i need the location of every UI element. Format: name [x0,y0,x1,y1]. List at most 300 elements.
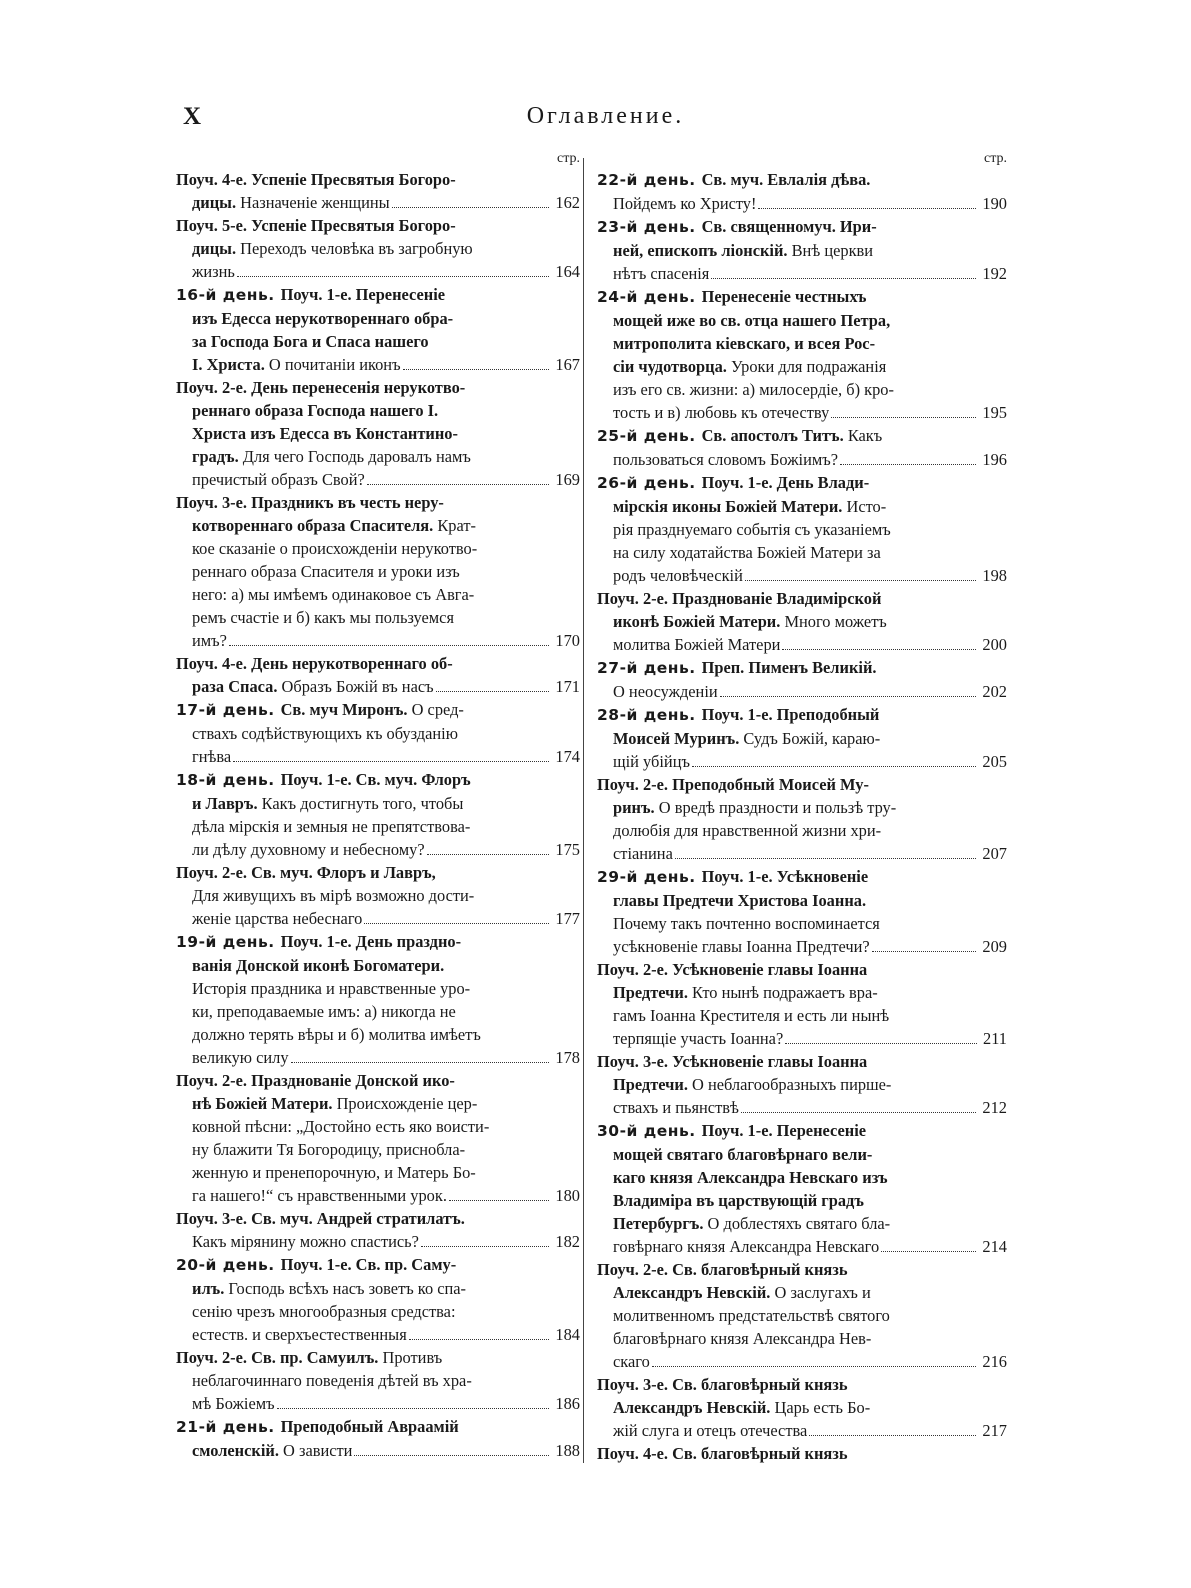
entry-title: Поуч. 3-е. Св. муч. Андрей стратилатъ. [176,1209,465,1228]
dot-leader [421,1234,550,1247]
toc-entry [176,698,580,768]
toc-entry [597,215,1007,285]
toc-entry-text [597,1119,866,1143]
toc-entry-text [597,424,882,448]
toc-entry-text [613,1281,871,1304]
entry-title: I. Христа. [192,355,269,374]
toc-entry-text [192,884,474,907]
entry-description: гнѣва [192,747,232,766]
toc-entry-line [176,583,580,606]
toc-entry-text [176,1069,455,1092]
dot-leader [831,405,976,418]
entry-title: мощей святаго благовѣрнаго вели- [613,1145,873,1164]
toc-entries [597,168,1007,1465]
toc-entry-text [613,1304,890,1327]
toc-entry-text [613,727,880,750]
entry-description: дѣла мірскія и земныя не препятствова- [192,817,471,836]
toc-entry-line [176,307,580,330]
entry-title: Поуч. 3-е. Св. благовѣрный князь [597,1375,848,1394]
toc-entry-line [597,215,1007,239]
entry-description: Крат- [437,516,476,535]
entry-description: Для живущихъ въ мірѣ возможно дости- [192,886,475,905]
entry-description: Какъ [847,426,883,445]
toc-entry [597,773,1007,865]
entry-description: пользоваться словомъ Божіимъ? [613,450,838,469]
toc-entry-text [597,1050,867,1073]
entry-title: Владиміра въ царствующій градъ [613,1191,864,1210]
toc-entry [176,1069,580,1207]
toc-entry-line [176,1230,580,1253]
entry-description: жизнь [192,262,235,281]
toc-entry-line [597,448,1007,471]
day-heading: 25-й день. [597,427,702,445]
page-number: X [183,103,202,130]
entry-title: Поуч. 4-е. Св. благовѣрный князь [597,1444,848,1463]
toc-entry-line [176,1346,580,1369]
dot-leader [229,633,550,646]
toc-entry-line [176,1138,580,1161]
toc-entry [176,376,580,491]
toc-page-number: 211 [983,1029,1007,1048]
entry-description: женіе царства небеснаго [192,909,363,928]
entry-description: говѣрнаго князя Александра Невскаго [613,1237,880,1256]
entry-title: Поуч. 1-е. Св. муч. Флоръ [280,770,471,789]
toc-entry-line [176,1069,580,1092]
toc-entry-line [176,1439,580,1462]
toc-entry-text [192,1277,466,1300]
toc-entry-line [597,865,1007,889]
toc-page-number: 217 [982,1421,1007,1440]
toc-entry-line [597,1050,1007,1073]
toc-entry-line [597,1166,1007,1189]
day-heading: 21-й день. [176,1418,281,1436]
toc-entry-text [192,675,434,698]
toc-entry-text [192,1392,275,1415]
toc-entry-text [613,1235,879,1258]
toc-entry-line [176,330,580,353]
entry-title: Св. муч Миронъ. [280,700,412,719]
toc-entry-line [176,445,580,468]
toc-entry-line [597,192,1007,215]
toc-entry-line [176,168,580,191]
entry-title: Поуч. 4-е. [176,170,252,189]
toc-entry-line [176,283,580,307]
entry-title: Предтечи. [613,983,693,1002]
toc-entry-text [192,1161,476,1184]
toc-entry-text [613,1327,871,1350]
toc-entry-text [176,491,444,514]
entry-title: раза Спаса. [192,677,282,696]
dot-leader [741,1100,977,1113]
entry-title: ней, епископъ ліонскій. [613,241,792,260]
toc-entry-text [176,1346,442,1369]
toc-page-number: 188 [555,1441,580,1460]
toc-entry-text [192,815,470,838]
toc-page-number: 174 [555,747,580,766]
toc-entry-line [176,1207,580,1230]
entry-description: сенію чрезъ многообразныя средства: [192,1302,456,1321]
entry-title: Поуч. 1-е. День праздно- [280,932,462,951]
toc-entry-line [176,907,580,930]
toc-entry-line [597,889,1007,912]
toc-entry-line [597,1396,1007,1419]
entry-description: га нашего!“ съ нравственными урок. [192,1186,447,1205]
toc-entry-line [176,629,580,652]
entry-description: Исторія праздника и нравственные уро- [192,979,471,998]
entry-description: О неблагообразныхъ пирше- [692,1075,892,1094]
toc-entry-line [597,471,1007,495]
toc-entry-text [192,838,425,861]
entry-description: ки, преподаваемые имъ: а) никогда не [192,1002,456,1021]
toc-entry-line [176,1369,580,1392]
toc-entry-line [597,935,1007,958]
entry-title: Поуч. 2-е. Св. благовѣрный князь [597,1260,848,1279]
entry-description: кое сказаніе о происхожденіи нерукотво- [192,539,478,558]
toc-entry-text [613,1396,870,1419]
dot-leader [409,1327,550,1340]
day-heading: 28-й день. [597,706,702,724]
toc-entry-text [613,1189,864,1212]
entry-title: Поуч. 1-е. Перенесеніе [701,1121,867,1140]
toc-entry [597,1258,1007,1373]
toc-entry-line [176,1300,580,1323]
toc-page-number: 214 [982,1237,1007,1256]
entry-description: ли дѣлу духовному и небесному? [192,840,425,859]
entry-title: Поуч. 2-е. Празднованіе Владимірской [597,589,882,608]
entry-title: нѣ Божіей Матери. [192,1094,337,1113]
toc-entry-text [192,514,476,537]
toc-entry-line [176,1253,580,1277]
day-heading: 19-й день. [176,933,281,951]
toc-entry-line [176,514,580,537]
entry-title: изъ Едесса нерукотвореннаго обра- [192,309,454,328]
toc-entry-text [613,1096,739,1119]
page-column-label: стр. [983,151,1007,166]
toc-entry-text [613,750,690,773]
toc-entry [597,1050,1007,1119]
toc-entry-text [613,1073,891,1096]
entry-title: Успеніе Пресвятыя Богоро- [251,216,456,235]
toc-page-number: 209 [982,937,1007,956]
entry-title: илъ. [192,1279,229,1298]
toc-entry-text [613,842,673,865]
toc-entry-text [192,399,438,422]
toc-entry-line [176,815,580,838]
toc-page-number: 212 [982,1098,1007,1117]
day-heading: 30-й день. [597,1122,702,1140]
toc-entry-text [176,698,464,722]
toc-entry-text [176,1415,459,1439]
entry-description: Назначеніе женщины [240,193,390,212]
entry-title: Св. священномуч. Ири- [701,217,877,236]
toc-entry-text [176,214,456,237]
toc-entry-line [176,930,580,954]
toc-entry [597,285,1007,424]
dot-leader [436,679,550,692]
dot-leader [427,842,550,855]
toc-entry-line [176,1161,580,1184]
toc-entry-text [192,1230,419,1253]
toc-entry-line [176,491,580,514]
entry-description: ствахъ и пьянствѣ [613,1098,739,1117]
toc-entry-text [176,1207,465,1230]
entry-description: О зависти [283,1441,353,1460]
entry-title: Поуч. 1-е. День Влади- [701,473,870,492]
toc-page-number: 170 [555,631,580,650]
toc-entry-text [176,1253,456,1277]
toc-entry-line [597,680,1007,703]
entry-title: Поуч. 2-е. Усѣкновеніе главы Іоанна [597,960,868,979]
toc-entry-line [597,1189,1007,1212]
toc-entry-text [192,191,390,214]
entry-description: Исто- [846,497,887,516]
dot-leader [277,1396,550,1409]
entry-description: него: а) мы имѣемъ одинаковое съ Авга- [192,585,475,604]
toc-entry-text [613,819,881,842]
entry-description: жій слуга и отецъ отечества [613,1421,808,1440]
toc-entry-line [176,861,580,884]
entry-description: О сред- [411,700,464,719]
toc-entry-line [597,401,1007,424]
toc-page-number: 200 [982,635,1007,654]
toc-entry-text [613,1143,872,1166]
entry-title: Поуч. 3-е. Праздникъ въ честь неру- [176,493,444,512]
entry-description: Противъ [382,1348,443,1367]
toc-entry-text [192,1369,472,1392]
toc-entry-line [176,954,580,977]
entry-description: неблагочиннаго поведенія дѣтей въ хра- [192,1371,472,1390]
day-heading: 22-й день. [597,171,702,189]
toc-entry-line [597,355,1007,378]
toc-entry-text [613,1350,650,1373]
entry-description: гамъ Іоанна Крестителя и есть ли нынѣ [613,1006,890,1025]
entry-title: Поуч. 2-е. День перенесенія нерукотво- [176,378,466,397]
toc-entry-line [176,606,580,629]
toc-entry-line [597,1419,1007,1442]
entry-description: нѣтъ спасенія [613,264,710,283]
toc-page-number: 190 [982,194,1007,213]
toc-entry-line [597,495,1007,518]
toc-entry-line [597,332,1007,355]
toc-page-number: 198 [982,566,1007,585]
toc-entry-text [192,954,444,977]
toc-entry [176,861,580,930]
toc-entry-text [597,656,877,680]
toc-entry-line [176,1184,580,1207]
entry-title: Поуч. 1-е. Усѣкновеніе [701,867,869,886]
toc-entry-text [597,865,868,889]
toc-entry-text [176,768,471,792]
toc-entry [176,1415,580,1462]
toc-entry-line [597,1027,1007,1050]
toc-entry-line [597,1143,1007,1166]
entry-title: Поуч. 3-е. Усѣкновеніе главы Іоанна [597,1052,868,1071]
toc-entry-line [597,912,1007,935]
entry-title: Св. муч. Евлалія дѣва. [701,170,871,189]
toc-entry-text [192,583,474,606]
toc-entry-text [176,930,461,954]
toc-page-number: 202 [982,682,1007,701]
toc-entry-text [613,680,718,703]
entry-title: мірскія иконы Божіей Матери. [613,497,847,516]
toc-page-number: 167 [555,355,580,374]
page-title: Оглавление. [526,103,685,129]
toc-entry-text [597,168,870,192]
dot-leader [881,1239,976,1252]
toc-entry-line [597,656,1007,680]
toc-entry-text [176,861,436,884]
entry-description: Образъ Божій въ насъ [281,677,434,696]
toc-entry-text [192,260,235,283]
entry-description: О неосужденіи [613,682,718,701]
day-heading: 23-й день. [597,218,702,236]
toc-entry-line [597,239,1007,262]
toc-entry [597,958,1007,1050]
dot-leader [392,195,550,208]
toc-entry-text [192,1046,289,1069]
entry-description: Кто нынѣ подражаетъ вра- [692,983,878,1002]
toc-page-number: 184 [555,1325,580,1344]
entry-title: котвореннаго образа Спасителя. [192,516,438,535]
entry-title: Предтечи. [613,1075,693,1094]
toc-entry-text [192,722,458,745]
toc-entry-text [613,378,894,401]
entry-description: скаго [613,1352,650,1371]
toc-entry-line [176,838,580,861]
toc-entry-line [597,1258,1007,1281]
toc-entry-text [613,262,709,285]
toc-entry-line [597,1304,1007,1327]
toc-entry-line [176,560,580,583]
entry-title: каго князя Александра Невскаго изъ [613,1168,888,1187]
entry-title: дицы. [192,239,241,258]
toc-entry-line [597,518,1007,541]
entry-title: сіи чудотворца. [613,357,731,376]
day-heading: 20-й день. [176,1256,281,1274]
entry-description: ремъ счастіе и б) какъ мы пользуемся [192,608,454,627]
entry-description: терпящіе участь Іоанна? [613,1029,784,1048]
toc-entry [176,1253,580,1346]
toc-entry-text [613,495,886,518]
toc-column-left [176,150,580,1462]
entry-description: Царь есть Бо- [774,1398,871,1417]
toc-entry-text [613,401,829,424]
entry-description: женную и пренепорочную, и Матерь Бо- [192,1163,476,1182]
entry-description: естеств. и сверхъестественныя [192,1325,407,1344]
day-heading: 17-й день. [176,701,281,719]
entry-title: Моисей Муринъ. [613,729,744,748]
toc-entry [597,865,1007,958]
toc-entry-text [192,907,362,930]
entry-description: стіанина [613,844,673,863]
entry-title: мощей иже во св. отца нашего Петра, [613,311,891,330]
toc-entry-text [176,652,453,675]
toc-entry [176,1207,580,1253]
toc-entry-line [176,722,580,745]
toc-entry-line [597,796,1007,819]
toc-entry-line [176,1092,580,1115]
toc-entry-line [176,214,580,237]
toc-entry-line [176,884,580,907]
toc-page-number: 162 [555,193,580,212]
toc-entry [176,652,580,698]
entry-title: митрополита кіевскаго, и всея Рос- [613,334,876,353]
toc-entry-line [176,191,580,214]
entry-description: Внѣ церкви [791,241,874,260]
toc-page-number: 180 [555,1186,580,1205]
entry-title: Поуч. 2-е. Св. пр. Самуилъ. [176,1348,383,1367]
entry-description: Какъ мірянину можно спастись? [192,1232,419,1251]
toc-entry-text [597,215,877,239]
toc-entry [597,1442,1007,1465]
toc-entry [176,930,580,1069]
toc-column-right [597,150,1007,1465]
entry-description: долюбія для нравственной жизни хри- [613,821,882,840]
toc-entry-line [597,727,1007,750]
toc-entry-line [176,1000,580,1023]
toc-entry-text [613,355,886,378]
dot-leader [233,749,549,762]
entry-description: рія празднуемаго событія съ указаніемъ [613,520,891,539]
entry-description: молитва Божіей Матери [613,635,781,654]
toc-entry-line [176,698,580,722]
toc-entry-line [176,468,580,491]
toc-entry-text [613,796,896,819]
toc-entry-text [192,1184,447,1207]
toc-entry [597,1119,1007,1258]
toc-entry-text [192,330,429,353]
entry-title: Поуч. 4-е. День нерукотвореннаго об- [176,654,453,673]
toc-entry-text [613,1419,807,1442]
entry-description: Много можетъ [784,612,887,631]
toc-entry-line [597,1281,1007,1304]
toc-entry-line [597,1004,1007,1027]
toc-entry [176,491,580,652]
toc-entry-line [597,378,1007,401]
toc-entry [597,587,1007,656]
entry-title: Успеніе Пресвятыя Богоро- [251,170,456,189]
toc-entry-text [613,332,875,355]
toc-entry-line [597,750,1007,773]
entry-description: ствахъ содѣйствующихъ къ обузданію [192,724,458,743]
entry-description: О доблестяхъ святаго бла- [707,1214,891,1233]
toc-entry-line [597,819,1007,842]
toc-entry-text [597,1373,848,1396]
toc-entry-text [192,1092,477,1115]
day-heading: 16-й день. [176,286,281,304]
toc-entry-text [597,773,869,796]
toc-entry-line [597,1350,1007,1373]
entry-title: Поуч. 1-е. Преподобный [701,705,880,724]
toc-entry-text [192,1323,407,1346]
entry-title: дицы. [192,193,241,212]
page-header [0,103,1191,139]
dot-leader [809,1423,976,1436]
toc-entry-text [176,283,445,307]
entry-description: Господь всѣхъ насъ зоветъ ко спа- [228,1279,467,1298]
toc-entry-line [176,260,580,283]
entry-description: Уроки для подражанія [730,357,887,376]
toc-entry-text [192,977,470,1000]
dot-leader [785,1031,977,1044]
dot-leader [675,846,977,859]
entry-title: Александръ Невскій. [613,1283,775,1302]
toc-entry-text [192,445,471,468]
dot-leader [711,266,976,279]
page-column-label: стр. [556,151,580,166]
toc-entry-line [176,977,580,1000]
toc-page-number: 207 [982,844,1007,863]
